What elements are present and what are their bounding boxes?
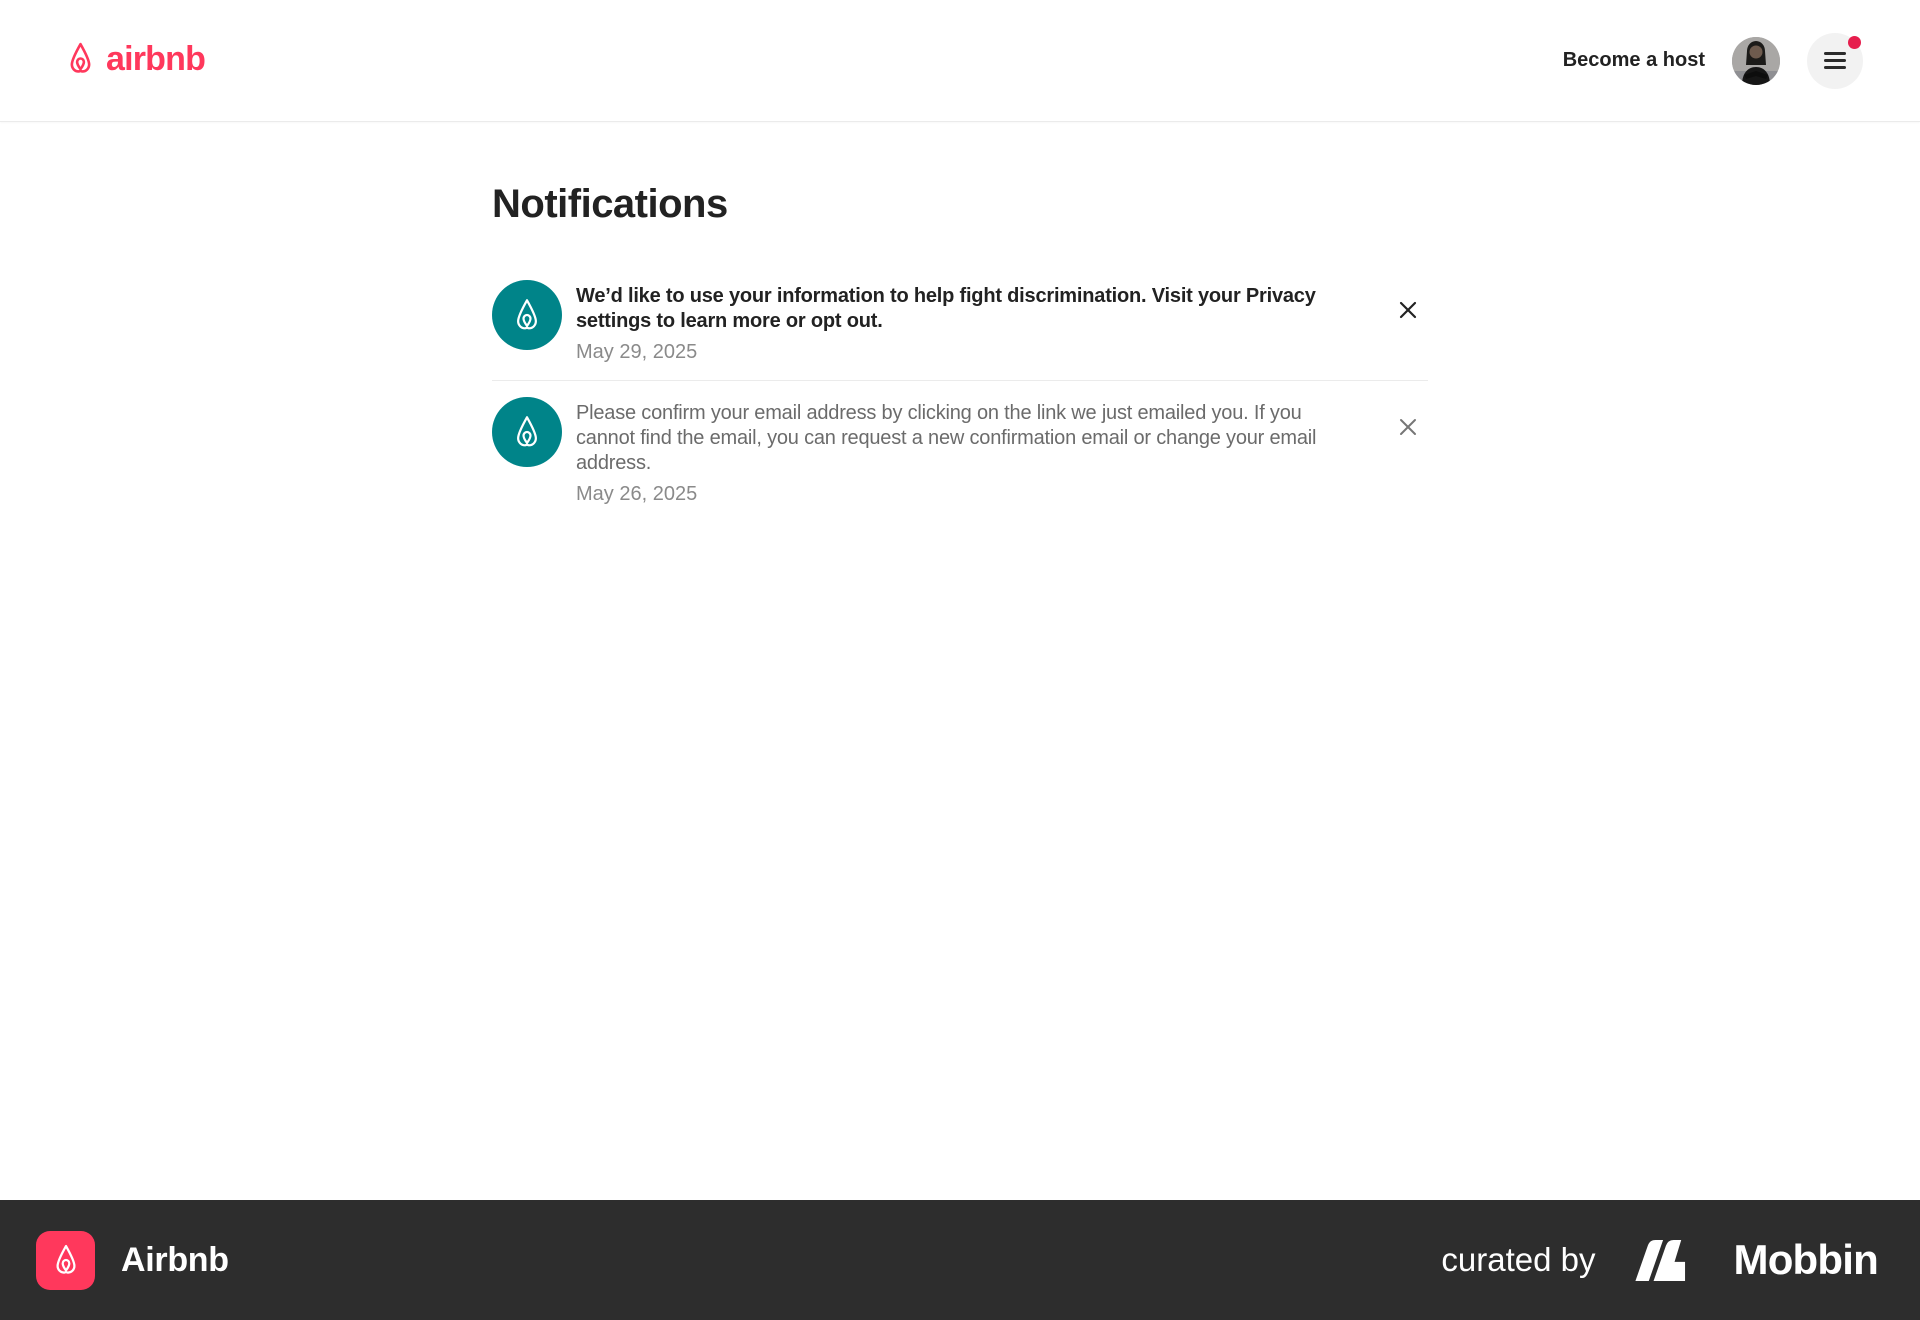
dismiss-notification-button[interactable] (1388, 290, 1428, 330)
notification-content (576, 401, 1388, 506)
notification-item (492, 280, 1428, 380)
main-content (0, 122, 1920, 1200)
notification-date: May 26, 2025 (576, 483, 698, 505)
user-avatar[interactable] (1732, 37, 1780, 85)
airbnb-teal-badge-icon (492, 280, 562, 350)
footer-brand-group (36, 1231, 229, 1290)
dismiss-notification-button[interactable] (1388, 407, 1428, 447)
airbnb-app-icon (36, 1231, 95, 1290)
airbnb-wordmark: airbnb (106, 39, 206, 78)
avatar-photo (1732, 37, 1780, 85)
mobbin-label: Mobbin (1733, 1236, 1878, 1283)
notification-item (492, 380, 1428, 522)
notification-date: May 29, 2025 (576, 341, 698, 363)
unread-notification-dot (1848, 36, 1861, 49)
close-icon (1398, 300, 1418, 320)
header-actions (1563, 33, 1863, 89)
become-a-host-link[interactable]: Become a host (1562, 49, 1705, 71)
page-title: Notifications (492, 182, 728, 226)
footer-attribution (1441, 1236, 1878, 1284)
notifications-list (492, 280, 1428, 522)
page-footer (0, 1200, 1920, 1320)
airbnb-logo[interactable] (62, 39, 205, 83)
close-icon (1398, 417, 1418, 437)
airbnb-belo-icon (62, 39, 99, 83)
mobbin-logo-icon (1624, 1239, 1706, 1281)
airbnb-teal-badge-icon (492, 397, 562, 467)
notification-message[interactable]: Please confirm your email address by clicking on the link we just emailed you. If you cannot find the email, you can request a new confirmation email or change your email address. (576, 402, 1317, 474)
hamburger-menu-button[interactable] (1807, 33, 1863, 89)
top-navigation-bar (0, 0, 1920, 122)
footer-brand-name: Airbnb (121, 1240, 229, 1279)
curated-by-label: curated by (1441, 1241, 1596, 1278)
notification-message[interactable]: We’d like to use your information to help fight discrimination. Visit your Privacy settings to learn more or opt out. (576, 285, 1316, 332)
notification-content (576, 284, 1388, 364)
hamburger-icon (1824, 52, 1846, 69)
